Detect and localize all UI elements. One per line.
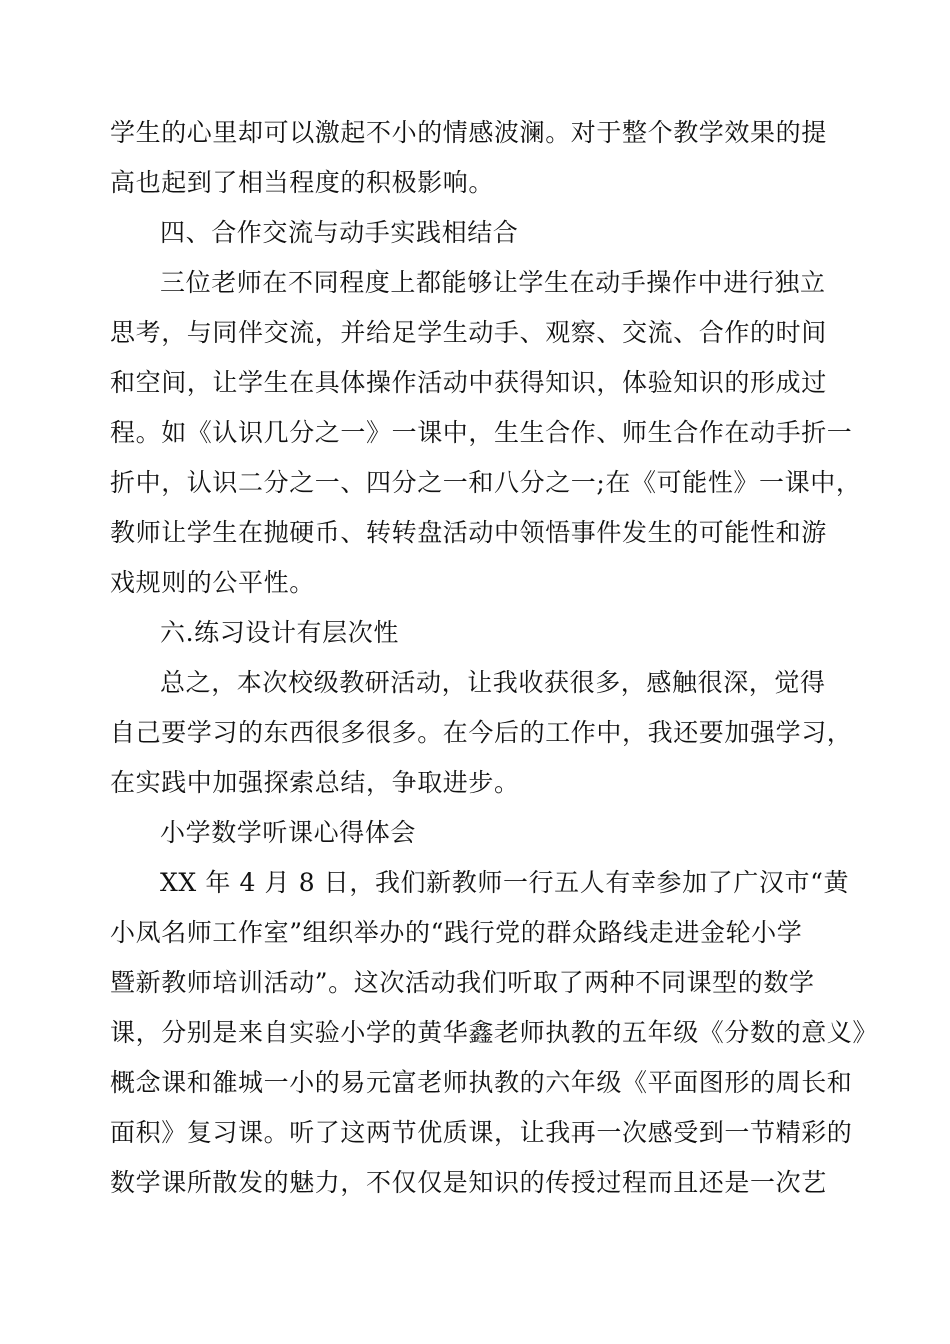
text-line: 戏规则的公平性。	[110, 568, 315, 597]
text-line: 暨新教师培训活动”。这次活动我们听取了两种不同课型的数学	[110, 968, 815, 997]
text-line: 数学课所散发的魅力，不仅仅是知识的传授过程而且还是一次艺	[110, 1168, 827, 1197]
text-line: 学生的心里却可以激起不小的情感波澜。对于整个教学效果的提	[110, 118, 827, 147]
text-line: 小凤名师工作室”组织举办的“践行党的群众路线走进金轮小学	[110, 918, 803, 947]
text-line: 高也起到了相当程度的积极影响。	[110, 168, 495, 197]
text-line: 折中，认识二分之一、四分之一和八分之一;在《可能性》一课中，	[110, 468, 862, 497]
text-line: 和空间，让学生在具体操作活动中获得知识，体验知识的形成过	[110, 368, 827, 397]
text-line: 自己要学习的东西很多很多。在今后的工作中，我还要加强学习，	[110, 718, 853, 747]
text-line: 面积》复习课。听了这两节优质课，让我再一次感受到一节精彩的	[110, 1118, 853, 1147]
article-title: 小学数学听课心得体会	[160, 818, 417, 847]
text-line: 程。如《认识几分之一》一课中，生生合作、师生合作在动手折一	[110, 418, 853, 447]
text-line: 思考，与同伴交流，并给足学生动手、观察、交流、合作的时间	[110, 318, 827, 347]
text-line: 三位老师在不同程度上都能够让学生在动手操作中进行独立	[160, 268, 826, 297]
section-heading: 四、合作交流与动手实践相结合	[160, 218, 519, 247]
text-line: 课，分别是来自实验小学的黄华鑫老师执教的五年级《分数的意义》	[110, 1018, 879, 1047]
text-line: XX 年 4 月 8 日，我们新教师一行五人有幸参加了广汉市“黄	[160, 868, 850, 897]
text-line: 教师让学生在抛硬币、转转盘活动中领悟事件发生的可能性和游	[110, 518, 827, 547]
text-line: 概念课和雒城一小的易元富老师执教的六年级《平面图形的周长和	[110, 1068, 853, 1097]
section-heading: 六.练习设计有层次性	[160, 618, 399, 647]
text-line: 在实践中加强探索总结，争取进步。	[110, 768, 520, 797]
text-line: 总之，本次校级教研活动，让我收获很多，感触很深，觉得	[160, 668, 826, 697]
